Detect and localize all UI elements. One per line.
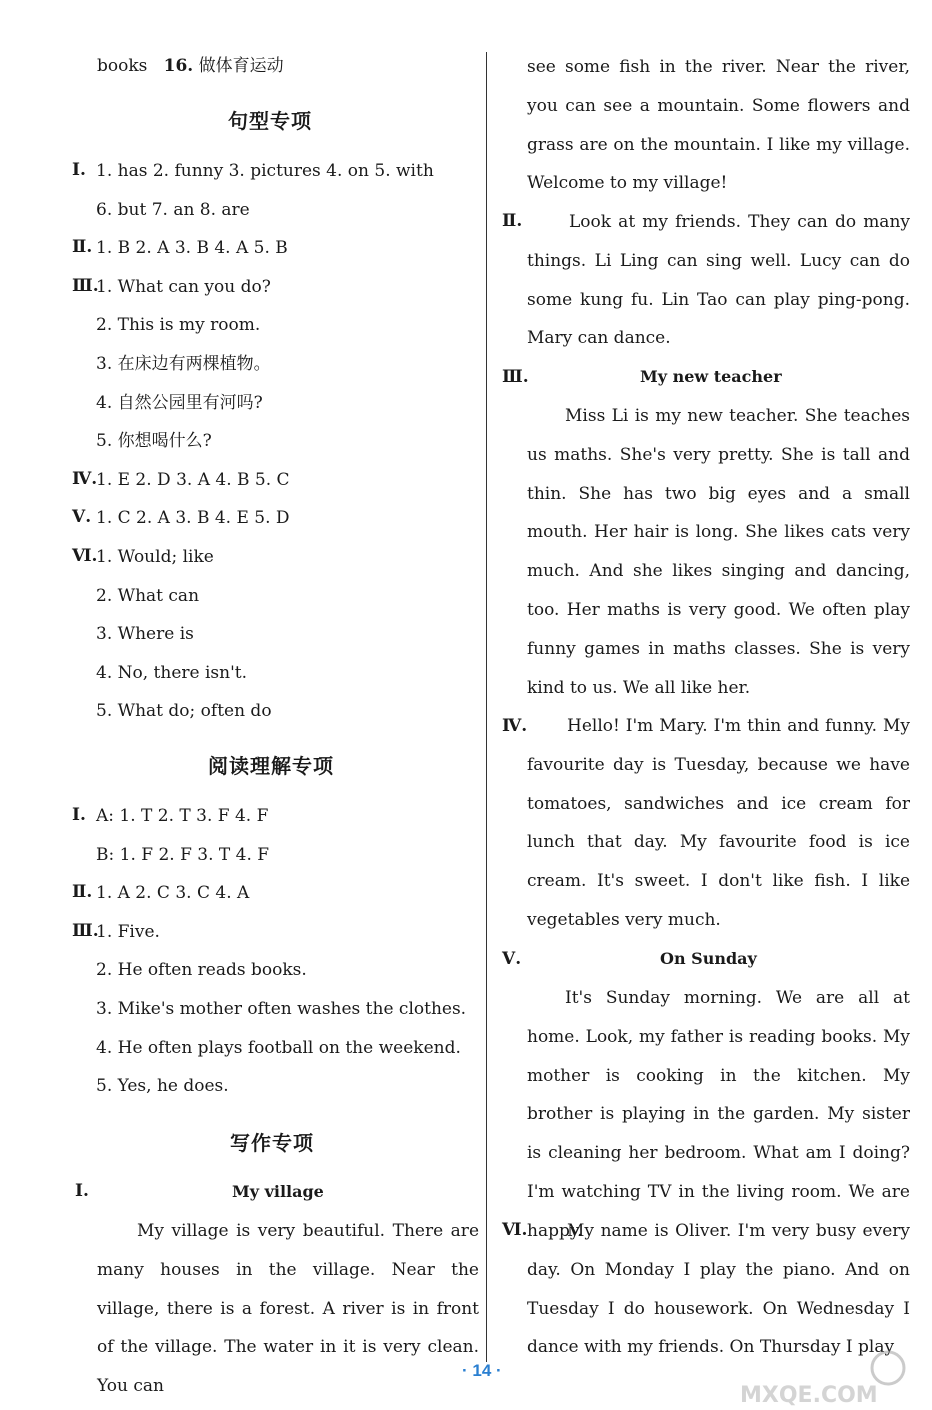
top-line <box>97 55 284 77</box>
writing-4-text: Hello! I'm Mary. I'm thin and funny. My favourite day is Tuesday, because we have tomatoes, sandwiches and ice cream for lunch that day. My favourite food is ice cream. It's sweet. I don't like fish. I like vegetables very much. <box>527 716 910 930</box>
top-line-text: books <box>97 56 148 76</box>
writing-3-title: My new teacher <box>640 367 782 386</box>
answer-line: 2. This is my room. <box>96 315 261 336</box>
answer-line: 3. Where is <box>96 624 194 645</box>
answer-line: 1. B 2. A 3. B 4. A 5. B <box>96 238 288 259</box>
writing-1-title: My village <box>232 1182 324 1201</box>
writing-6-text: My name is Oliver. I'm very busy every day. On Monday I play the piano. And on Tuesday I do housework. On Wednesday I dance with my friends. On Thursday I play <box>527 1221 910 1358</box>
answer-mark: Ⅰ. <box>72 160 86 180</box>
answer-line: 1. A 2. C 3. C 4. A <box>96 883 250 904</box>
writing-5-title: On Sunday <box>660 949 757 968</box>
answer-line: 1. C 2. A 3. B 4. E 5. D <box>96 508 290 529</box>
answer-mark: Ⅱ. <box>72 882 93 903</box>
writing-2-text: Look at my friends. They can do many things. Li Ling can sing well. Lucy can do some kung fu. Lin Tao can play ping-pong. Mary can dance. <box>527 212 910 349</box>
answer-line: A: 1. T 2. T 3. F 4. F <box>96 806 269 826</box>
answer-mark: Ⅱ. <box>72 237 93 258</box>
answer-line: 5. What do; often do <box>96 701 272 722</box>
top-line-num: 16. <box>163 56 194 76</box>
answer-line: 1. has 2. funny 3. pictures 4. on 5. with <box>96 161 434 181</box>
svg-text:MXQE.COM: MXQE.COM <box>740 1383 878 1406</box>
answer-mark: Ⅵ. <box>72 546 98 566</box>
answer-mark: Ⅳ. <box>72 468 98 489</box>
answer-line: 1. E 2. D 3. A 4. B 5. C <box>96 469 290 490</box>
answer-line: 1. Would; like <box>96 547 214 567</box>
answer-mark: Ⅴ. <box>72 507 92 528</box>
answer-line: B: 1. F 2. F 3. T 4. F <box>96 844 270 865</box>
writing-1-text: My village is very beautiful. There are many houses in the village. Near the village, there is a forest. A river is in front of the village. The water in it is very clean. You can <box>97 1221 479 1397</box>
answer-line: 2. He often reads books. <box>96 960 307 981</box>
section-title-sentence: 句型专项 <box>228 109 312 133</box>
answer-line: 1. Five. <box>96 921 160 942</box>
answer-line: 4. 自然公园里有河吗? <box>96 392 263 413</box>
answer-line: 5. Yes, he does. <box>96 1076 229 1097</box>
section-title-writing: 写作专项 <box>230 1131 314 1155</box>
answer-line: 4. He often plays football on the weekend. <box>96 1037 461 1058</box>
answer-line: 4. No, there isn't. <box>96 662 247 683</box>
page-number: · 14 · <box>462 1361 502 1380</box>
writing-4-mark: Ⅳ. <box>502 716 528 736</box>
answer-mark: Ⅲ. <box>72 920 99 941</box>
top-line-after: 做体育运动 <box>198 56 284 76</box>
writing-3-text: Miss Li is my new teacher. She teaches us maths. She's very pretty. She is tall and thin. She has two big eyes and a small mouth. Her hair is long. She likes cats very much. And she likes singing and dancing, too. Her maths is very good. We often play funny games in maths classes. She is very kind to us. We all like her. <box>527 406 910 698</box>
column-divider <box>486 52 487 1362</box>
answer-line: 3. 在床边有两棵植物。 <box>96 354 271 374</box>
answer-line: 5. 你想喝什么? <box>96 431 212 452</box>
answer-mark: Ⅲ. <box>72 275 99 296</box>
writing-3-mark: Ⅲ. <box>502 367 529 387</box>
answer-line: 2. What can <box>96 585 200 606</box>
writing-2-mark: Ⅱ. <box>502 211 523 231</box>
writing-1-mark: Ⅰ. <box>75 1181 89 1201</box>
writing-5-text: It's Sunday morning. We are all at home. Look, my father is reading books. My mother is cooking in the kitchen. My brother is playing in the garden. My sister is cleaning her bedroom. What am I doing? I'm watching TV in the living room. We are happy. <box>527 988 910 1241</box>
watermark-logo <box>738 1350 918 1406</box>
answer-line: 6. but 7. an 8. are <box>96 199 250 220</box>
answer-line: 3. Mike's mother often washes the clothes. <box>96 999 467 1019</box>
answer-mark: Ⅰ. <box>72 805 86 825</box>
writing-5-mark: Ⅴ. <box>502 949 522 969</box>
writing-6-mark: Ⅵ. <box>502 1220 528 1240</box>
section-title-reading: 阅读理解专项 <box>208 754 334 778</box>
answer-line: 1. What can you do? <box>96 276 271 297</box>
writing-1-continued: see some fish in the river. Near the river, you can see a mountain. Some flowers and grass are on the mountain. I like my village. Welcome to my village! <box>527 57 910 194</box>
